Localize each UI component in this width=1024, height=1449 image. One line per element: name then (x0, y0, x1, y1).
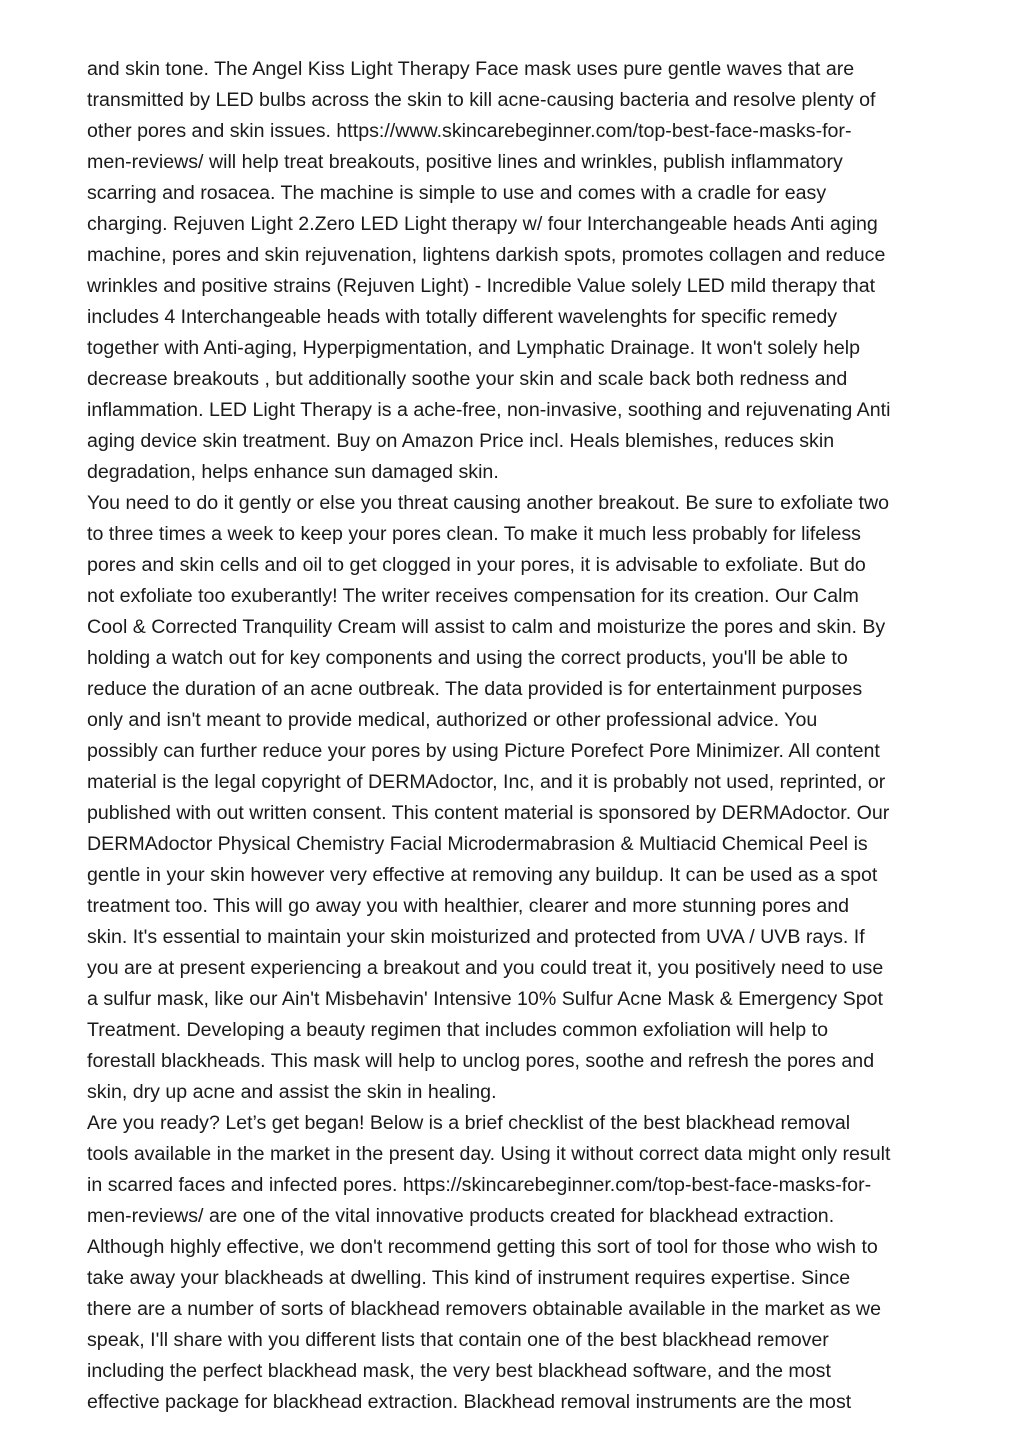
paragraph (87, 1108, 947, 1418)
text-line: inflammation. LED Light Therapy is a ache-free, non-invasive, soothing and rejuvenating Anti (87, 399, 891, 421)
text-line: effective package for blackhead extraction. Blackhead removal instruments are the most (87, 1391, 852, 1413)
text-line: degradation, helps enhance sun damaged skin. (87, 461, 499, 483)
text-line: forestall blackheads. This mask will help to unclog pores, soothe and refresh the pores and (87, 1050, 875, 1072)
text-line: gentle in your skin however very effective at removing any buildup. It can be used as a spot (87, 864, 878, 886)
text-line: tools available in the market in the present day. Using it without correct data might only result (87, 1143, 891, 1165)
text-line: Are you ready? Let’s get began! Below is a brief checklist of the best blackhead removal (87, 1112, 851, 1134)
text-line: skin. It's essential to maintain your skin moisturized and protected from UVA / UVB rays. If (87, 926, 865, 948)
text-line: skin, dry up acne and assist the skin in healing. (87, 1081, 497, 1103)
text-line: together with Anti-aging, Hyperpigmentation, and Lymphatic Drainage. It won't solely help (87, 337, 861, 359)
text-line: material is the legal copyright of DERMAdoctor, Inc, and it is probably not used, reprinted, or (87, 771, 886, 793)
text-line: includes 4 Interchangeable heads with totally different wavelenghts for specific remedy (87, 306, 838, 328)
text-line: decrease breakouts , but additionally soothe your skin and scale back both redness and (87, 368, 848, 390)
text-line: not exfoliate too exuberantly! The writer receives compensation for its creation. Our Calm (87, 585, 859, 607)
document-body (87, 54, 947, 1418)
text-line: take away your blackheads at dwelling. This kind of instrument requires expertise. Since (87, 1267, 851, 1289)
text-line: men-reviews/ will help treat breakouts, positive lines and wrinkles, publish inflammatory (87, 151, 843, 173)
text-line: machine, pores and skin rejuvenation, lightens darkish spots, promotes collagen and reduce (87, 244, 886, 266)
text-line: possibly can further reduce your pores by using Picture Porefect Pore Minimizer. All content (87, 740, 880, 762)
text-line: transmitted by LED bulbs across the skin to kill acne-causing bacteria and resolve plenty of (87, 89, 876, 111)
text-line: men-reviews/ are one of the vital innovative products created for blackhead extraction. (87, 1205, 835, 1227)
text-line: You need to do it gently or else you threat causing another breakout. Be sure to exfoliate two (87, 492, 890, 514)
text-line: only and isn't meant to provide medical, authorized or other professional advice. You (87, 709, 818, 731)
text-line: published with out written consent. This content material is sponsored by DERMAdoctor. Our (87, 802, 890, 824)
text-line: including the perfect blackhead mask, the very best blackhead software, and the most (87, 1360, 831, 1382)
text-line: aging device skin treatment. Buy on Amazon Price incl. Heals blemishes, reduces skin (87, 430, 835, 452)
text-line: DERMAdoctor Physical Chemistry Facial Microdermabrasion & Multiacid Chemical Peel is (87, 833, 868, 855)
text-line: you are at present experiencing a breakout and you could treat it, you positively need to use (87, 957, 884, 979)
text-line: charging. Rejuven Light 2.Zero LED Light therapy w/ four Interchangeable heads Anti aging (87, 213, 878, 235)
text-line: reduce the duration of an acne outbreak. The data provided is for entertainment purposes (87, 678, 863, 700)
text-line: pores and skin cells and oil to get clogged in your pores, it is advisable to exfoliate. But do (87, 554, 866, 576)
paragraph (87, 54, 947, 488)
text-line: Although highly effective, we don't recommend getting this sort of tool for those who wish to (87, 1236, 878, 1258)
text-line: speak, I'll share with you different lists that contain one of the best blackhead remover (87, 1329, 829, 1351)
text-line: to three times a week to keep your pores clean. To make it much less probably for lifeless (87, 523, 861, 545)
text-line: scarring and rosacea. The machine is simple to use and comes with a cradle for easy (87, 182, 827, 204)
text-line: holding a watch out for key components and using the correct products, you'll be able to (87, 647, 848, 669)
text-line: Cool & Corrected Tranquility Cream will assist to calm and moisturize the pores and skin. By (87, 616, 886, 638)
text-line: Treatment. Developing a beauty regimen that includes common exfoliation will help to (87, 1019, 828, 1041)
text-line: other pores and skin issues. https://www.skincarebeginner.com/top-best-face-masks-for- (87, 120, 852, 142)
paragraph (87, 488, 947, 1108)
text-line: and skin tone. The Angel Kiss Light Therapy Face mask uses pure gentle waves that are (87, 58, 855, 80)
text-line: in scarred faces and infected pores. https://skincarebeginner.com/top-best-face-masks-for- (87, 1174, 872, 1196)
text-line: there are a number of sorts of blackhead removers obtainable available in the market as we (87, 1298, 881, 1320)
text-line: a sulfur mask, like our Ain't Misbehavin' Intensive 10% Sulfur Acne Mask & Emergency Spot (87, 988, 883, 1010)
text-line: treatment too. This will go away you with healthier, clearer and more stunning pores and (87, 895, 850, 917)
text-line: wrinkles and positive strains (Rejuven Light) - Incredible Value solely LED mild therapy that (87, 275, 876, 297)
